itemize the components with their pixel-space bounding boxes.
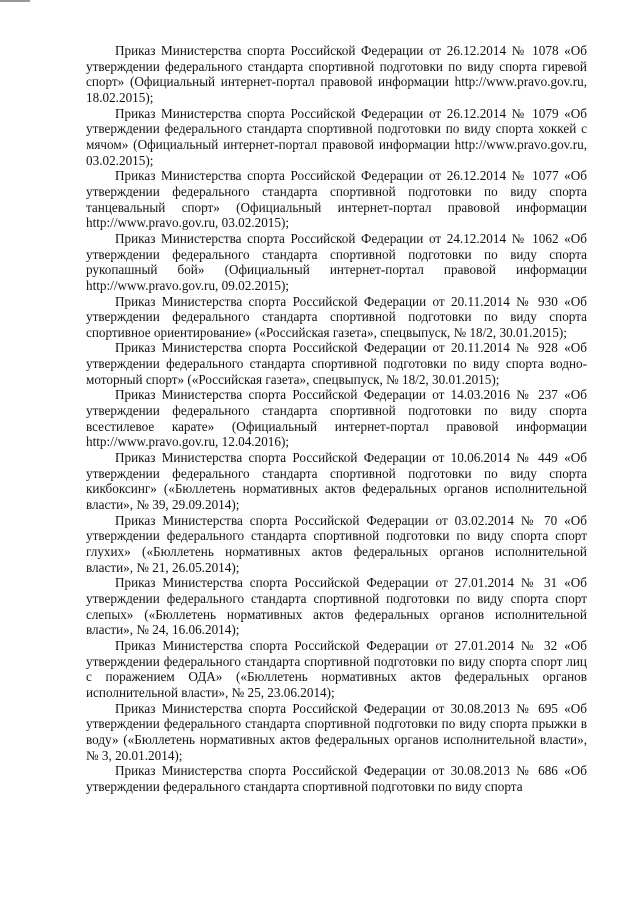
document-body (86, 43, 587, 795)
order-entry-449: Приказ Министерства спорта Российской Федерации от 10.06.2014 № 449 «Об утверждении федерального стандарта спортивной подготовки по виду спорта кикбоксинг» («Бюллетень нормативных актов федеральных органов исполнительной власти», № 39, 29.09.2014); (86, 450, 587, 513)
order-entry-31: Приказ Министерства спорта Российской Федерации от 27.01.2014 № 31 «Об утверждении федерального стандарта спортивной подготовки по виду спорта спорт слепых» («Бюллетень нормативных актов федеральных органов исполнительной власти», № 24, 16.06.2014); (86, 575, 587, 638)
scan-edge-mark (0, 0, 30, 2)
order-entry-1062: Приказ Министерства спорта Российской Федерации от 24.12.2014 № 1062 «Об утверждении федерального стандарта спортивной подготовки по виду спорта рукопашный бой» (Официальный интернет-портал правовой информации http://www.pravo.gov.ru, 09.02.2015); (86, 230, 587, 293)
order-entry-686: Приказ Министерства спорта Российской Федерации от 30.08.2013 № 686 «Об утверждении федерального стандарта спортивной подготовки по виду спорта (86, 763, 587, 794)
order-entry-695: Приказ Министерства спорта Российской Федерации от 30.08.2013 № 695 «Об утверждении федерального стандарта спортивной подготовки по виду спорта прыжки в воду» («Бюллетень нормативных актов федеральных органов исполнительной власти», № 3, 20.01.2014); (86, 700, 587, 763)
order-entry-930: Приказ Министерства спорта Российской Федерации от 20.11.2014 № 930 «Об утверждении федерального стандарта спортивной подготовки по виду спорта спортивное ориентирование» («Российская газета», спецвыпуск, № 18/2, 30.01.2015); (86, 293, 587, 340)
order-entry-237: Приказ Министерства спорта Российской Федерации от 14.03.2016 № 237 «Об утверждении федерального стандарта спортивной подготовки по виду спорта всестилевое карате» (Официальный интернет-портал правовой информации http://www.pravo.gov.ru, 12.04.2016); (86, 387, 587, 450)
order-entry-928: Приказ Министерства спорта Российской Федерации от 20.11.2014 № 928 «Об утверждении федерального стандарта спортивной подготовки по виду спорта водно-моторный спорт» («Российская газета», спецвыпуск, № 18/2, 30.01.2015); (86, 340, 587, 387)
order-entry-32: Приказ Министерства спорта Российской Федерации от 27.01.2014 № 32 «Об утверждении федерального стандарта спортивной подготовки по виду спорта спорт лиц с поражением ОДА» («Бюллетень нормативных актов федеральных органов исполнительной власти», № 25, 23.06.2014); (86, 637, 587, 700)
order-entry-1079: Приказ Министерства спорта Российской Федерации от 26.12.2014 № 1079 «Об утверждении федерального стандарта спортивной подготовки по виду спорта хоккей с мячом» (Официальный интернет-портал правовой информации http://www.pravo.gov.ru, 03.02.2015); (86, 105, 587, 168)
order-entry-1077: Приказ Министерства спорта Российской Федерации от 26.12.2014 № 1077 «Об утверждении федерального стандарта спортивной подготовки по виду спорта танцевальный спорт» (Официальный интернет-портал правовой информации http://www.pravo.gov.ru, 03.02.2015); (86, 168, 587, 231)
order-entry-1078: Приказ Министерства спорта Российской Федерации от 26.12.2014 № 1078 «Об утверждении федерального стандарта спортивной подготовки по виду спорта гиревой спорт» (Официальный интернет-портал правовой информации http://www.pravo.gov.ru, 18.02.2015); (86, 43, 587, 105)
order-entry-70: Приказ Министерства спорта Российской Федерации от 03.02.2014 № 70 «Об утверждении федерального стандарта спортивной подготовки по виду спорта спорт глухих» («Бюллетень нормативных актов федеральных органов исполнительной власти», № 21, 26.05.2014); (86, 512, 587, 575)
